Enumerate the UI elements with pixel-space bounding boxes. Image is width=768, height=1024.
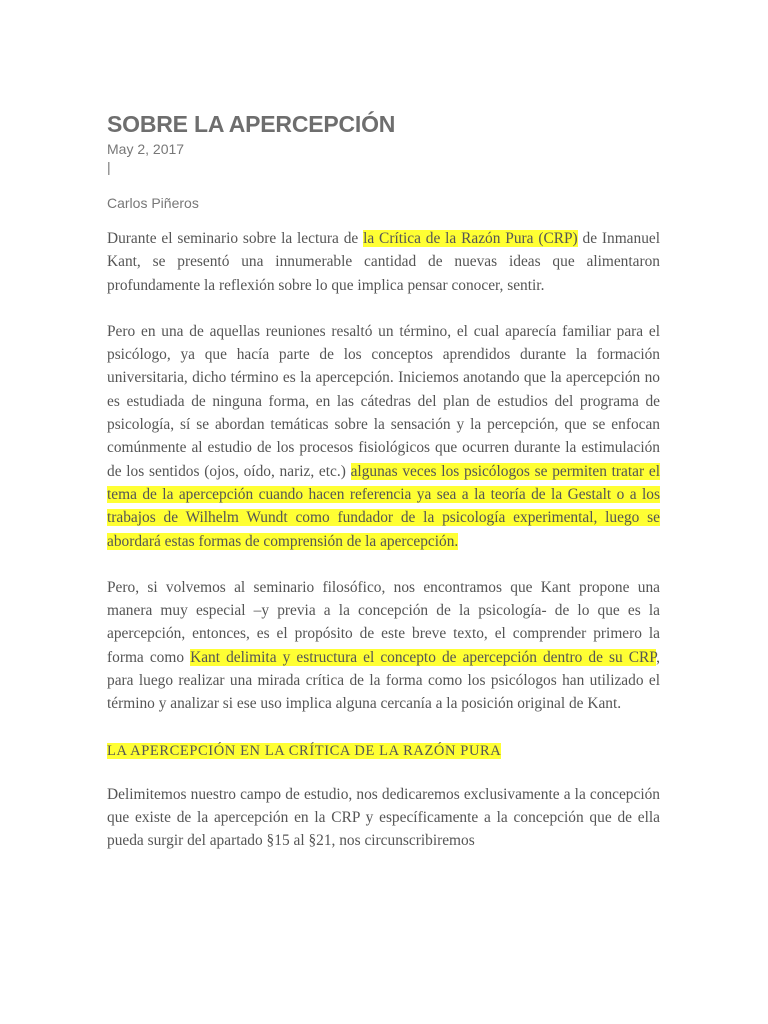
author-name: Carlos Piñeros (107, 195, 199, 211)
section-heading (107, 740, 660, 762)
paragraph-text: Durante el seminario sobre la lectura de (107, 230, 364, 247)
paragraph-delimitation (107, 783, 660, 853)
document-title: SOBRE LA APERCEPCIÓN (107, 111, 396, 137)
paragraph-kant-purpose (107, 576, 660, 716)
paragraph-text: Pero, si volvemos al seminario filosófico, nos encontramos que Kant propone una manera muy especial –y previa a la concepción de la psicología- de lo que es la apercepción, entonces, es el propósito de este breve texto, el comprender primero la forma como (107, 578, 660, 666)
publication-date: May 2, 2017 (107, 141, 185, 157)
paragraph-apperception-psychology (107, 320, 660, 553)
paragraph-text: Delimitemos nuestro campo de estudio, nos dedicaremos exclusivamente a la concepción que existe de la apercepción en la CRP y específicamente a la concepción que de ella pueda surgir del apartado §15 al §21, nos circunscribiremos (107, 785, 660, 850)
highlighted-text: la Crítica de la Razón Pura (CRP) (363, 230, 578, 247)
paragraph-text: , para luego realizar una mirada crítica de la forma como los psicólogos han utilizado el término y analizar si ese uso implica alguna cercanía a la posición original de Kant. (107, 648, 661, 713)
highlighted-text: algunas veces los psicólogos se permiten tratar el tema de la apercepción cuando hacen referencia ya sea a la teoría de la Gestalt o a los trabajos de Wilhelm Wundt como fundador de la psicología experimental, luego se abordará estas formas de comprensión de la apercepción. (107, 462, 660, 550)
paragraph-text: de Inmanuel Kant, se presentó una innumerable cantidad de nuevas ideas que alimentaron profundamente la reflexión sobre lo que implica pensar conocer, sentir. (107, 230, 661, 294)
highlighted-text: Kant delimita y estructura el concepto de apercepción dentro de su CRP (190, 648, 657, 666)
paragraph-text: Pero en una de aquellas reuniones resaltó un término, el cual aparecía familiar para el psicólogo, ya que hacía parte de los conceptos aprendidos durante la formación universitaria, dicho término es la apercepción. Iniciemos anotando que la apercepción no es estudiada de ninguna forma, en las cátedras del plan de estudios del programa de psicología, sí se abordan temáticas sobre la sensación y la percepción, que se enfocan comúnmente al estudio de los procesos fisiológicos que ocurren durante la estimulación de los sentidos (ojos, oído, nariz, etc.) (107, 322, 660, 480)
meta-separator: | (107, 159, 111, 175)
paragraph-intro (107, 227, 660, 297)
highlighted-heading-text: LA APERCEPCIÓN EN LA CRÍTICA DE LA RAZÓN PURA (107, 742, 502, 759)
